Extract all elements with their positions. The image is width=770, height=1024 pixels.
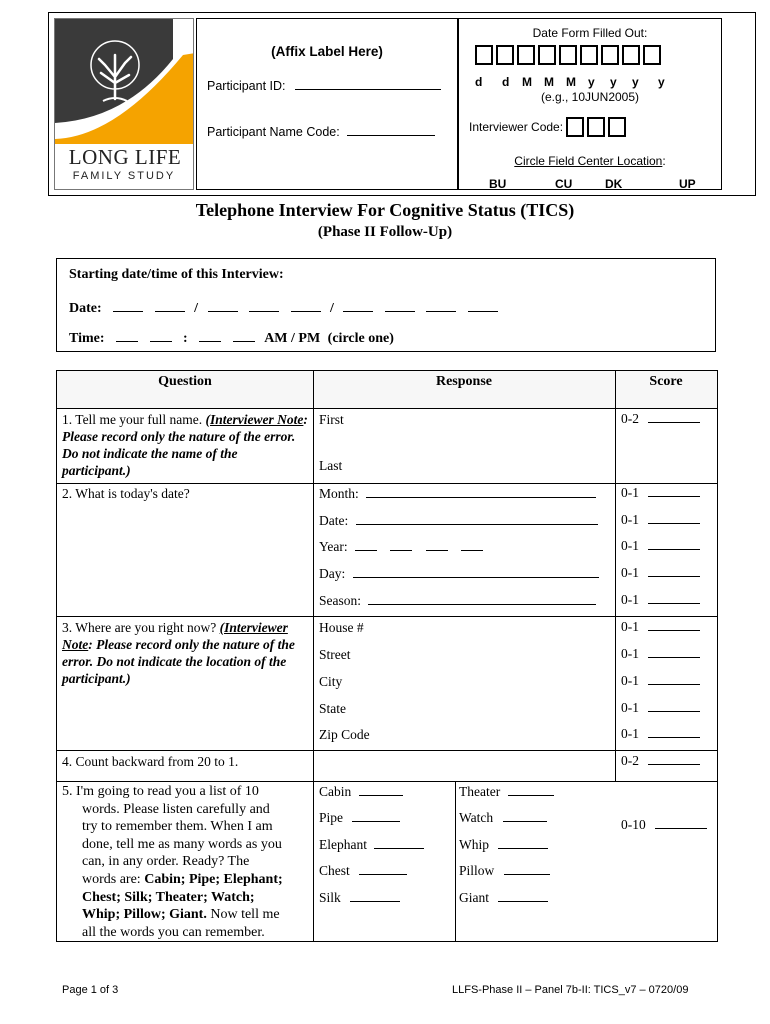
question-5: 5. I'm going to read you a list of 10 words. Please listen carefully and try to remember them. When I am done, tell me as many words as you can, in any order. Ready? The words are: Cabin; Pipe; Elephant; Chest; Silk; Theater; Watch; Whip; Pillow; Giant. Now tell me all the words you can remember. xyxy=(62,784,283,940)
q5-word-theater: Theater xyxy=(459,783,554,800)
q5-word-pipe: Pipe xyxy=(319,809,400,826)
q2-score-5: 0-1 xyxy=(621,592,700,608)
date-box-2[interactable] xyxy=(496,45,514,65)
start-datetime-box xyxy=(56,258,716,352)
q2-season-field[interactable] xyxy=(368,604,596,605)
start-date-y2[interactable] xyxy=(385,311,415,312)
q1-first-label: First xyxy=(319,412,344,427)
q5-word-pillow: Pillow xyxy=(459,862,550,879)
date-box-9[interactable] xyxy=(643,45,661,65)
q1-score-field[interactable] xyxy=(648,422,700,423)
header-response: Response xyxy=(435,374,492,389)
q3-score-2: 0-1 xyxy=(621,646,700,662)
q3-state: State xyxy=(319,701,346,716)
start-date-row: Date: / / xyxy=(69,301,498,317)
interviewer-code-box-2[interactable] xyxy=(587,117,605,137)
q5-word-whip: Whip xyxy=(459,836,548,853)
q3-street: Street xyxy=(319,647,351,662)
q5-word-chest: Chest xyxy=(319,862,407,879)
q3-score-3: 0-1 xyxy=(621,673,700,689)
date-box-5[interactable] xyxy=(559,45,577,65)
q2-date: Date: xyxy=(319,512,598,529)
ampm-option[interactable]: AM / PM xyxy=(264,331,321,346)
question-4: 4. Count backward from 20 to 1. xyxy=(62,754,239,769)
q4-score: 0-2 xyxy=(621,753,700,769)
q2-month-field[interactable] xyxy=(366,497,596,498)
affix-label: (Affix Label Here) xyxy=(271,44,383,59)
time-label: Time: xyxy=(69,331,105,346)
q2-season: Season: xyxy=(319,592,596,609)
center-dk[interactable]: DK xyxy=(605,177,623,191)
q5-word-giant: Giant xyxy=(459,889,548,906)
q2-day-field[interactable] xyxy=(353,577,599,578)
q5-score: 0-10 xyxy=(621,817,707,833)
q3-zip: Zip Code xyxy=(319,727,370,742)
date-box-3[interactable] xyxy=(517,45,535,65)
start-time-m2[interactable] xyxy=(233,341,255,342)
interviewer-code-box-3[interactable] xyxy=(608,117,626,137)
question-1: 1. Tell me your full name. (Interviewer Note: Please record only the nature of the error. Do not indicate the name of the participant.) xyxy=(62,412,308,478)
center-bu[interactable]: BU xyxy=(489,177,507,191)
date-label: Date: xyxy=(69,301,102,316)
page-number: Page 1 of 3 xyxy=(62,984,119,996)
start-time-h1[interactable] xyxy=(116,341,138,342)
q2-score-1: 0-1 xyxy=(621,485,700,501)
q2-day: Day: xyxy=(319,565,599,582)
q3-score-1: 0-1 xyxy=(621,619,700,635)
q2-month: Month: xyxy=(319,485,596,502)
circle-center-label: Circle Field Center Location: xyxy=(514,154,666,168)
q1-score: 0-2 xyxy=(621,411,700,427)
q2-score-3: 0-1 xyxy=(621,538,700,554)
start-time-row: Time: : AM / PM (circle one) xyxy=(69,331,394,346)
q2-score-4: 0-1 xyxy=(621,565,700,581)
question-2: 2. What is today's date? xyxy=(62,486,190,501)
date-boxes xyxy=(475,45,664,65)
start-time-h2[interactable] xyxy=(150,341,172,342)
start-time-m1[interactable] xyxy=(199,341,221,342)
form-version: LLFS-Phase II – Panel 7b-II: TICS_v7 – 0720/09 xyxy=(452,984,689,996)
q3-city: City xyxy=(319,674,343,689)
question-3: 3. Where are you right now? (Interviewer Note: Please record only the nature of the error. Do not indicate the location of the participant.) xyxy=(62,620,295,686)
date-format-letters: d d M M M y y y y xyxy=(475,75,665,89)
q3-score-4: 0-1 xyxy=(621,700,700,716)
label-box xyxy=(196,18,458,190)
date-box-6[interactable] xyxy=(580,45,598,65)
date-box xyxy=(458,18,722,190)
start-date-d1[interactable] xyxy=(113,311,143,312)
date-example: (e.g., 10JUN2005) xyxy=(540,90,640,104)
tics-table xyxy=(56,370,718,942)
q5-word-silk: Silk xyxy=(319,889,400,906)
header-question: Question xyxy=(158,374,212,389)
participant-name-code-label: Participant Name Code: xyxy=(207,125,340,139)
start-date-m2[interactable] xyxy=(249,311,279,312)
participant-id-label: Participant ID: xyxy=(207,79,286,93)
start-date-y3[interactable] xyxy=(426,311,456,312)
start-date-m1[interactable] xyxy=(208,311,238,312)
start-date-y4[interactable] xyxy=(468,311,498,312)
start-date-y1[interactable] xyxy=(343,311,373,312)
interviewer-code-label: Interviewer Code: xyxy=(469,120,564,134)
center-up[interactable]: UP xyxy=(679,177,696,191)
logo-line2: FAMILY STUDY xyxy=(72,170,176,182)
q2-score-2: 0-1 xyxy=(621,512,700,528)
header-score: Score xyxy=(649,374,683,389)
page-subtitle: (Phase II Follow-Up) xyxy=(317,224,453,240)
center-cu[interactable]: CU xyxy=(555,177,573,191)
participant-name-code-field[interactable] xyxy=(347,135,435,136)
page-title: Telephone Interview For Cognitive Status (TICS) xyxy=(195,200,575,220)
q3-score-5: 0-1 xyxy=(621,726,700,742)
q1-last-label: Last xyxy=(319,458,343,473)
q2-year: Year: xyxy=(319,538,483,555)
participant-id-field[interactable] xyxy=(295,89,441,90)
date-box-1[interactable] xyxy=(475,45,493,65)
logo xyxy=(54,18,194,190)
logo-line1: LONG LIFE xyxy=(68,145,182,169)
q5-word-elephant: Elephant xyxy=(319,836,424,853)
start-date-d2[interactable] xyxy=(155,311,185,312)
interviewer-code-box-1[interactable] xyxy=(566,117,584,137)
date-box-4[interactable] xyxy=(538,45,556,65)
start-heading: Starting date/time of this Interview: xyxy=(69,267,284,282)
q5-word-watch: Watch xyxy=(459,809,547,826)
q5-word-cabin: Cabin xyxy=(319,783,403,800)
q3-house: House # xyxy=(319,620,364,635)
date-box-7[interactable] xyxy=(601,45,619,65)
start-date-m3[interactable] xyxy=(291,311,321,312)
q2-date-field[interactable] xyxy=(356,524,598,525)
date-box-8[interactable] xyxy=(622,45,640,65)
date-filled-title: Date Form Filled Out: xyxy=(532,26,648,40)
